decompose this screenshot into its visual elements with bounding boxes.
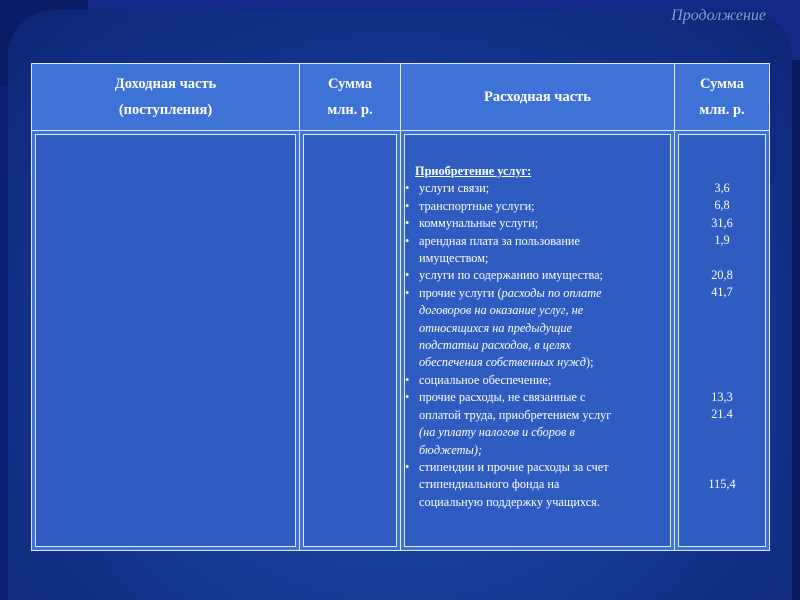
expense-items xyxy=(405,180,666,511)
expense-item xyxy=(405,267,666,284)
expense-item xyxy=(405,389,666,459)
expense-item-line: имуществом; xyxy=(419,251,489,266)
bullet-icon: • xyxy=(405,233,410,248)
expense-item-line: социальное обеспечение; xyxy=(419,372,552,387)
expense-item-lead: прочие услуги ( xyxy=(419,285,502,300)
expense-sum-value xyxy=(679,458,765,475)
bullet-icon: • xyxy=(405,181,410,196)
expense-item xyxy=(405,372,666,389)
expense-sum-value xyxy=(679,354,765,371)
expense-sum-value: 21.4 xyxy=(711,407,733,422)
expense-item xyxy=(405,215,666,232)
bullet-icon: • xyxy=(405,285,410,300)
header-row xyxy=(32,64,770,131)
expense-sum-box xyxy=(678,134,766,547)
expense-item xyxy=(405,233,666,268)
expense-sum-value: 115,4 xyxy=(708,476,736,491)
expense-item-note-line: (на уплату налогов и сборов в xyxy=(419,425,575,440)
expense-sum-value xyxy=(679,319,765,336)
expense-sum-value: 31,6 xyxy=(711,215,733,230)
expense-sum-value xyxy=(679,302,765,319)
expense-sum-list xyxy=(679,135,765,493)
expense-sum-value xyxy=(679,441,765,458)
header-income-line2: (поступления) xyxy=(118,102,213,118)
income-box xyxy=(35,134,296,547)
expense-item-line: оплатой труда, приобретением услуг xyxy=(419,407,612,422)
bullet-icon: • xyxy=(405,216,410,231)
header-expense: Расходная часть xyxy=(401,64,675,131)
income-sum-box xyxy=(303,134,397,547)
expense-sum-value: 6,8 xyxy=(714,198,730,213)
expense-sum-value xyxy=(679,250,765,267)
header-expense-sum-line1: Сумма xyxy=(699,76,745,92)
expense-cell xyxy=(401,131,675,551)
expense-item-line: арендная плата за пользование xyxy=(419,233,580,248)
expense-sum-value: 3,6 xyxy=(714,181,730,195)
header-income-sum-line1: Сумма xyxy=(327,76,373,92)
expense-sum-value: 1,9 xyxy=(714,233,730,248)
expense-sum-value xyxy=(679,423,765,440)
income-sum-cell xyxy=(300,131,401,551)
expense-item-line: транспортные услуги; xyxy=(419,198,535,213)
expense-item xyxy=(405,285,666,372)
expense-item-line: социальную поддержку учащихся. xyxy=(419,494,600,509)
expense-list xyxy=(405,135,670,511)
expense-item-line: стипендиального фонда на xyxy=(419,477,560,492)
expense-sum-value xyxy=(679,371,765,388)
bullet-icon: • xyxy=(405,268,410,283)
expense-item xyxy=(405,180,666,197)
expense-item-note-line: подстатьи расходов, в целях xyxy=(419,338,571,353)
expense-item-note-line: обеспечения собственных нужд); xyxy=(419,355,594,370)
expense-item-note-line: относящихся на предыдущие xyxy=(419,320,573,335)
header-income xyxy=(32,64,300,131)
expense-item-tail: ); xyxy=(586,355,594,370)
income-cell xyxy=(32,131,300,551)
expense-sum-value: 13,3 xyxy=(711,389,733,404)
budget-table xyxy=(31,63,770,551)
expense-sum-cell xyxy=(675,131,770,551)
expense-sum-value: 20,8 xyxy=(711,267,733,282)
expense-item-note: расходы по оплате xyxy=(501,285,602,300)
header-income-sum-line2: млн. р. xyxy=(327,102,373,118)
expense-item-line: услуги связи; xyxy=(419,181,490,196)
header-income-line1: Доходная часть xyxy=(114,76,217,92)
body-row xyxy=(32,131,770,551)
slide-subtitle: Продолжение xyxy=(671,7,766,24)
expense-item-line xyxy=(413,286,602,300)
expense-item-line: стипендии и прочие расходы за счет xyxy=(419,459,609,474)
expense-item-line: услуги по содержанию имущества; xyxy=(419,268,603,283)
expense-item-note-line: договоров на оказание услуг, не xyxy=(419,303,584,318)
expense-sum-value: 41,7 xyxy=(711,285,733,300)
expense-heading: Приобретение услуг: xyxy=(415,164,532,178)
expense-item-note-line: бюджеты); xyxy=(419,442,483,457)
header-expense-sum-line2: млн. р. xyxy=(699,102,745,118)
header-income-sum xyxy=(300,64,401,131)
bullet-icon: • xyxy=(405,459,410,474)
expense-item xyxy=(405,198,666,215)
expense-item xyxy=(405,459,666,511)
expense-item-line: коммунальные услуги; xyxy=(419,216,539,231)
expense-sum-value xyxy=(679,337,765,354)
header-expense-sum xyxy=(675,64,770,131)
bullet-icon: • xyxy=(405,198,410,213)
bullet-icon: • xyxy=(405,390,410,405)
expense-box xyxy=(404,134,671,547)
expense-item-line: прочие расходы, не связанные с xyxy=(419,390,586,405)
bullet-icon: • xyxy=(405,372,410,387)
